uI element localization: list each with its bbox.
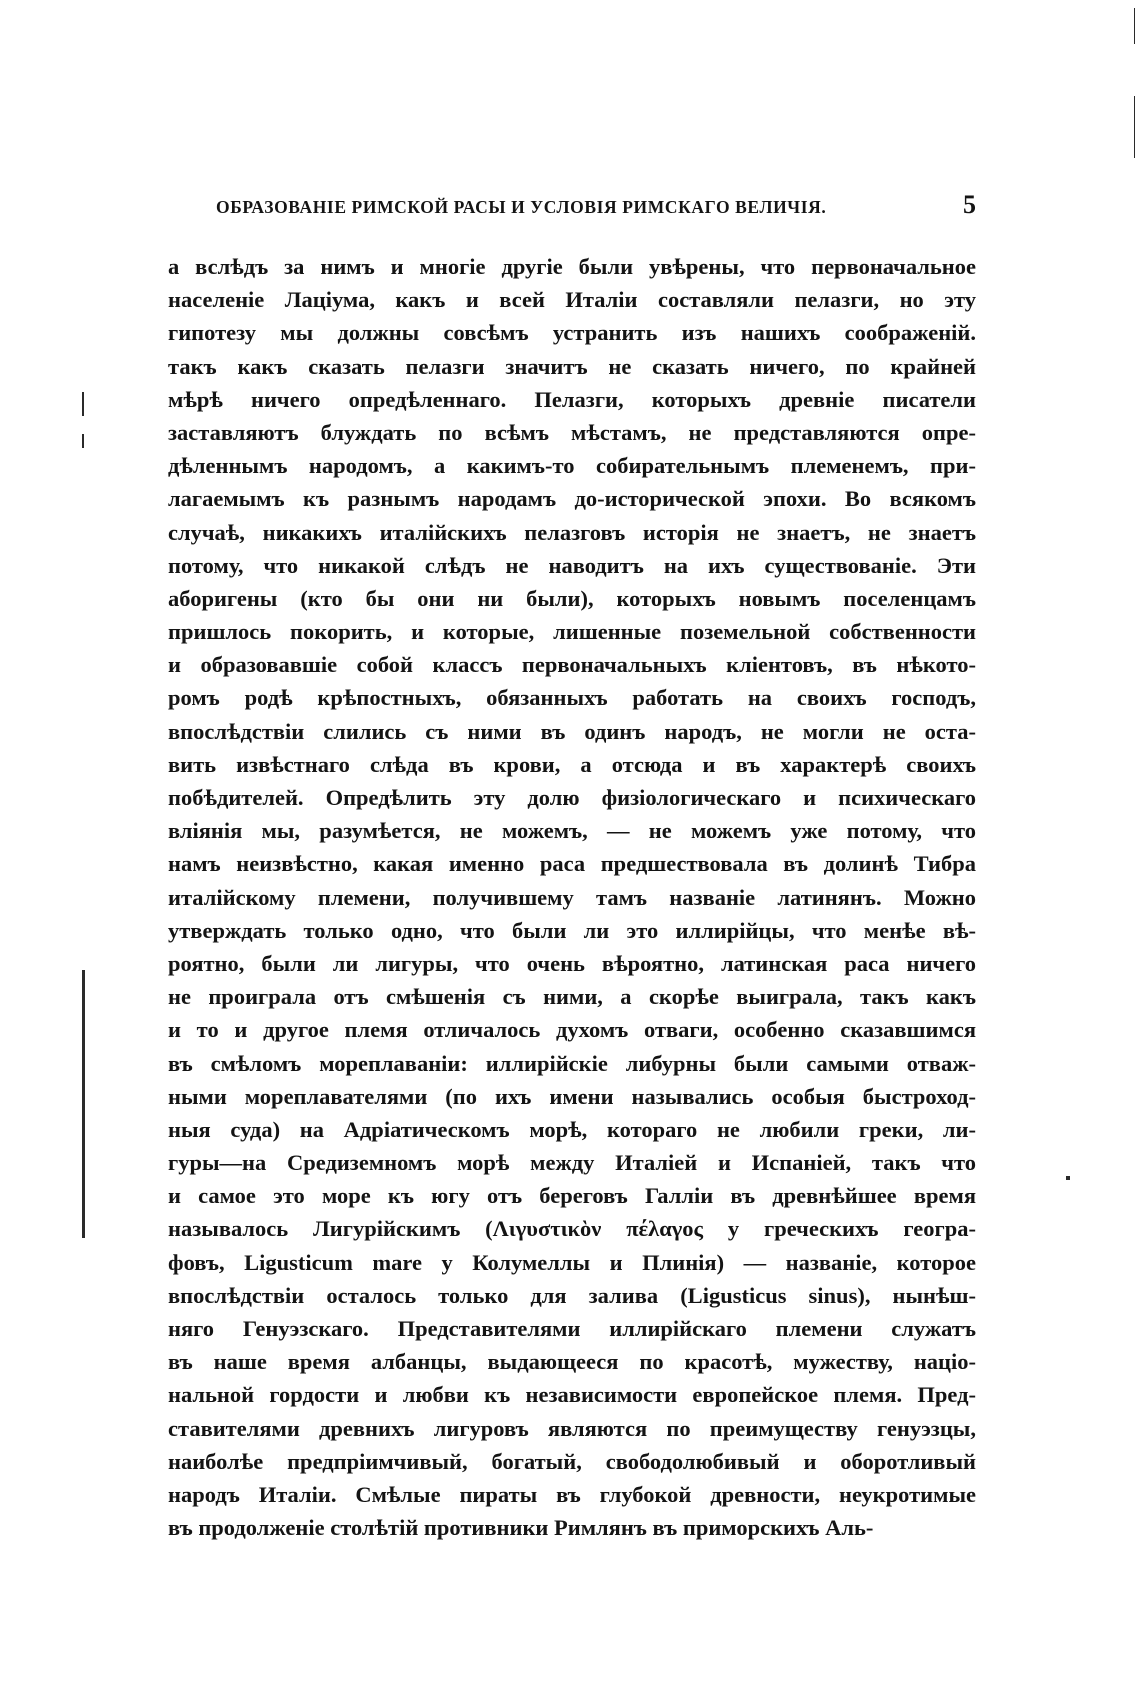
scan-margin-mark (1066, 1176, 1070, 1180)
text-line: такъ какъ сказать пелазги значитъ не сказать ничего, по крайней (168, 353, 976, 379)
text-line: населеніе Лаціума, какъ и всей Италіи составляли пелазги, но эту (168, 287, 976, 313)
text-line: въ смѣломъ мореплаваніи: иллирійскіе либурны были самыми отваж- (168, 1050, 976, 1076)
text-line: мѣрѣ ничего опредѣленнаго. Пелазги, которыхъ древніе писатели (168, 386, 976, 412)
text-line: лагаемымъ къ разнымъ народамъ до-исторической эпохи. Во всякомъ (168, 486, 976, 512)
text-line: ставителями древнихъ лигуровъ являются по преимуществу генуэзцы, (168, 1415, 976, 1441)
text-line: наиболѣе предпріимчивый, богатый, свободолюбивый и оборотливый (168, 1448, 976, 1474)
text-line: пришлось покорить, и которые, лишенные поземельной собственности (168, 619, 976, 645)
text-line: гипотезу мы должны совсѣмъ устранить изъ нашихъ соображеній. (168, 320, 976, 346)
running-head-title: ОБРАЗОВАНІЕ РИМСКОЙ РАСЫ И УСЛОВІЯ РИМСКАГО ВЕЛИЧІЯ. (216, 197, 827, 217)
text-line: вліянія мы, разумѣется, не можемъ, — не можемъ уже потому, что (168, 818, 976, 844)
text-line: и образовавшіе собой классъ первоначальныхъ кліентовъ, въ нѣкото- (168, 652, 976, 678)
text-line: вить извѣстнаго слѣда въ крови, а отсюда и въ характерѣ своихъ (168, 751, 976, 777)
text-line: утверждать только одно, что были ли это иллирійцы, что менѣе вѣ- (168, 917, 976, 943)
text-line: ромъ родѣ крѣпостныхъ, обязанныхъ работать на своихъ господъ, (168, 685, 976, 711)
scan-margin-mark (1134, 8, 1135, 44)
text-line: впослѣдствіи осталось только для залива (Ligusticus sinus), нынѣш- (168, 1282, 976, 1308)
text-line: дѣленнымъ народомъ, а какимъ-то собирательнымъ племенемъ, при- (168, 453, 976, 479)
text-line: ными мореплавателями (по ихъ имени назывались особыя быстроход- (168, 1083, 976, 1109)
text-line: побѣдителей. Опредѣлить эту долю физіологическаго и психическаго (168, 785, 976, 810)
text-line: намъ неизвѣстно, какая именно раса предшествовала въ долинѣ Тибра (168, 851, 976, 877)
text-line: потому, что никакой слѣдъ не наводитъ на ихъ существованіе. Эти (168, 552, 976, 578)
scan-margin-mark (82, 970, 85, 1238)
text-line: роятно, были ли лигуры, что очень вѣроятно, латинская раса ничего (168, 950, 976, 976)
text-line: не проиграла отъ смѣшенія съ ними, а скорѣе выиграла, такъ какъ (168, 984, 976, 1010)
text-line: а вслѣдъ за нимъ и многіе другіе были увѣрены, что первоначальное (168, 254, 976, 279)
text-line: ныя суда) на Адріатическомъ морѣ, котораго не любили греки, ли- (168, 1116, 976, 1142)
scan-margin-mark (82, 392, 84, 416)
text-line: нальной гордости и любви къ независимости европейское племя. Пред- (168, 1382, 976, 1408)
text-line: въ продолженіе столѣтій противники Римлянъ въ приморскихъ Аль- (168, 1515, 874, 1541)
text-line: аборигены (кто бы они ни были), которыхъ новымъ поселенцамъ (168, 585, 976, 611)
scan-margin-mark (1134, 96, 1135, 158)
scan-margin-mark (82, 434, 84, 448)
page-number: 5 (963, 190, 976, 219)
text-line: въ наше время албанцы, выдающееся по красотѣ, мужеству, націо- (168, 1349, 976, 1375)
running-head (216, 192, 976, 222)
text-line: заставляютъ блуждать по всѣмъ мѣстамъ, не представляются опре- (168, 419, 976, 445)
text-line: называлось Лигурійскимъ (Λιγυστικὸν πέλαγος у греческихъ геогра- (168, 1216, 976, 1242)
text-line: няго Генуэзскаго. Представителями иллирійскаго племени служатъ (168, 1316, 976, 1341)
text-line: народъ Италіи. Смѣлые пираты въ глубокой древности, неукротимые (168, 1481, 976, 1507)
text-line: впослѣдствіи слились съ ними въ одинъ народъ, не могли не оста- (168, 718, 976, 744)
text-line: и самое это море къ югу отъ береговъ Галліи въ древнѣйшее время (168, 1183, 976, 1209)
text-line: италійскому племени, получившему тамъ названіе латинянъ. Можно (168, 884, 976, 910)
text-line: гуры—на Средиземномъ морѣ между Италіей и Испаніей, такъ что (168, 1150, 976, 1176)
text-line: случаѣ, никакихъ италійскихъ пелазговъ исторія не знаетъ, не знаетъ (168, 519, 976, 545)
text-line: и то и другое племя отличалось духомъ отваги, особенно сказавшимся (168, 1017, 976, 1043)
text-line: фовъ, Ligusticum mare у Колумеллы и Плинія) — названіе, которое (168, 1249, 976, 1275)
body-text (168, 250, 976, 1544)
